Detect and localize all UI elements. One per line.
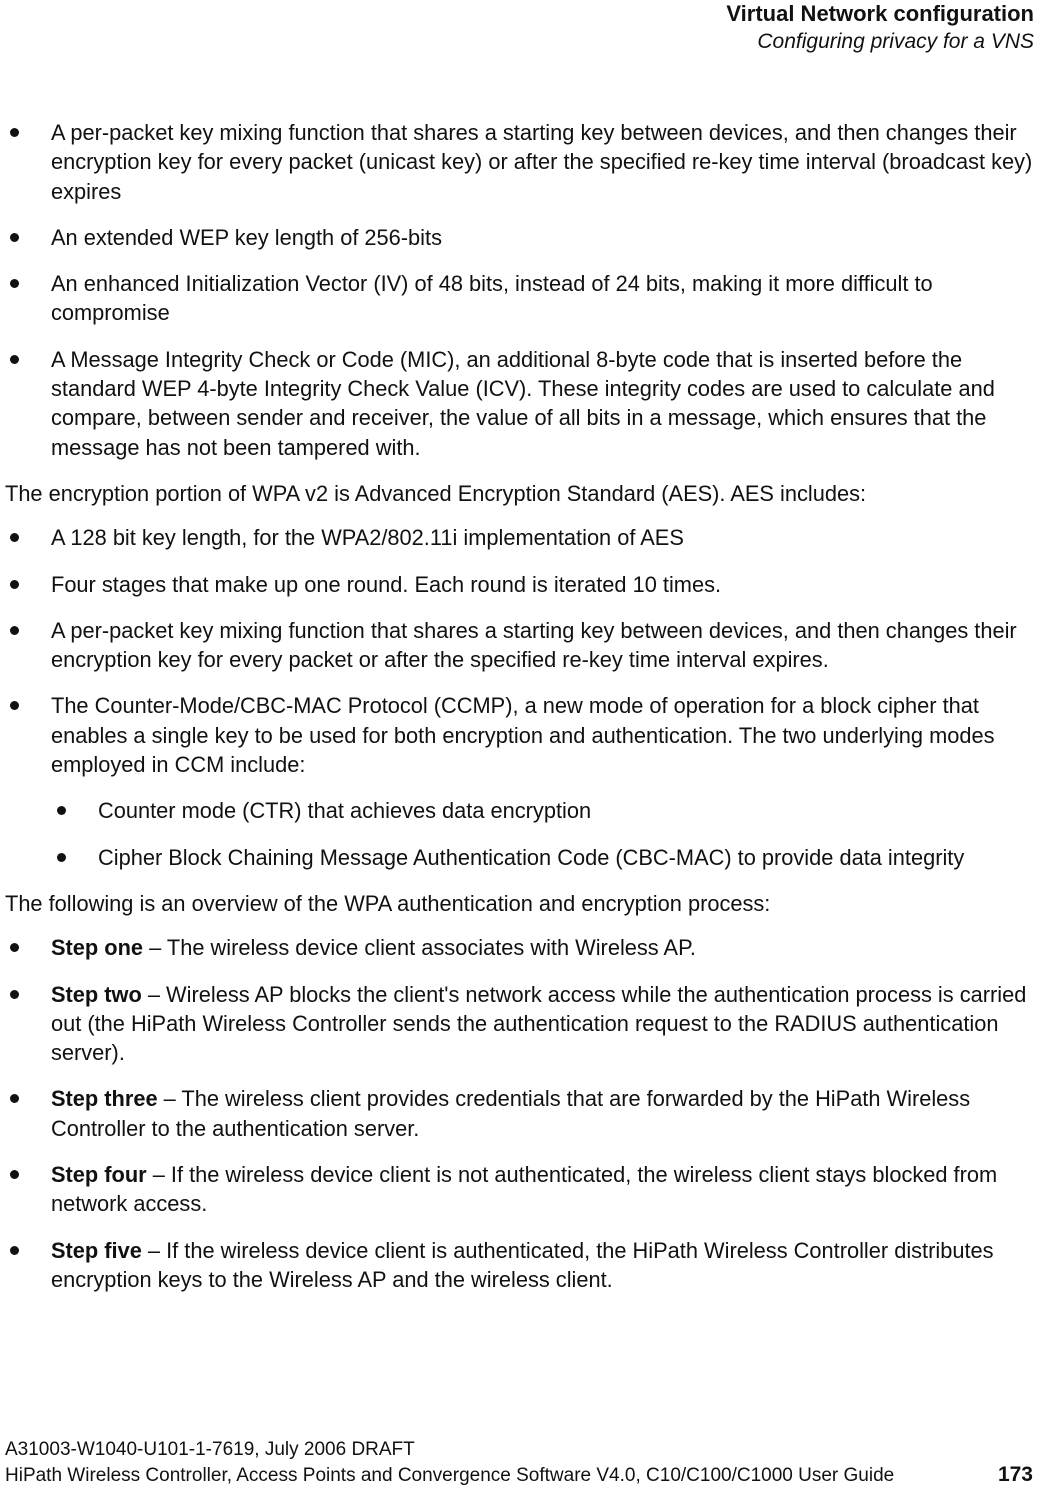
doc-id: A31003-W1040-U101-1-7619, July 2006 DRAFT xyxy=(5,1439,415,1460)
aes-bullet: A 128 bit key length, for the WPA2/802.11i implementation of AES xyxy=(5,523,1033,552)
page-header xyxy=(726,0,1034,57)
step-text: – The wireless client provides credentials that are forwarded by the HiPath Wireless Controller to the authentication server. xyxy=(51,1086,971,1141)
tkip-bullet: A per-packet key mixing function that shares a starting key between devices, and then changes their encryption key for every packet (unicast key) or after the specified re-key time interval (broadcast key) expires xyxy=(5,118,1033,206)
aes-bullet: Four stages that make up one round. Each round is iterated 10 times. xyxy=(5,570,1033,599)
step-bullet xyxy=(5,1084,1033,1143)
process-intro-paragraph: The following is an overview of the WPA authentication and encryption process: xyxy=(5,890,771,916)
chapter-title: Virtual Network configuration xyxy=(726,1,1034,26)
aes-bullet: A per-packet key mixing function that shares a starting key between devices, and then changes their encryption key for every packet or after the specified re-key time interval expires. xyxy=(5,616,1033,675)
step-bullet xyxy=(5,980,1033,1068)
step-bullet xyxy=(5,1160,1033,1219)
step-label: Step two xyxy=(51,981,142,1007)
aes-intro-paragraph: The encryption portion of WPA v2 is Advanced Encryption Standard (AES). AES includes: xyxy=(5,480,867,506)
step-bullet xyxy=(5,1236,1033,1295)
step-label: Step three xyxy=(51,1086,158,1112)
product-name: HiPath Wireless Controller, Access Points and Convergence Software V4.0, C10/C100/C1000 User Guide xyxy=(5,1465,895,1486)
aes-bullet: The Counter-Mode/CBC-MAC Protocol (CCMP), a new mode of operation for a block cipher that enables a single key to be used for both encryption and authentication. The two underlying modes employed in CCM include: xyxy=(5,691,1033,779)
step-text: – If the wireless device client is authenticated, the HiPath Wireless Controller distributes encryption keys to the Wireless AP and the wireless client. xyxy=(51,1237,994,1292)
page-number: 173 xyxy=(997,1463,1033,1486)
section-title: Configuring privacy for a VNS xyxy=(757,30,1034,53)
ccm-sub-bullet: Cipher Block Chaining Message Authentication Code (CBC-MAC) to provide data integrity xyxy=(5,843,1033,872)
step-bullet xyxy=(5,933,1033,962)
step-text: – If the wireless device client is not authenticated, the wireless client stays blocked from network access. xyxy=(51,1162,998,1217)
page-footer xyxy=(5,1437,1033,1488)
step-label: Step one xyxy=(51,935,144,961)
tkip-bullet: An enhanced Initialization Vector (IV) of 48 bits, instead of 24 bits, making it more difficult to compromise xyxy=(5,269,1033,328)
tkip-bullet: A Message Integrity Check or Code (MIC), an additional 8-byte code that is inserted before the standard WEP 4-byte Integrity Check Value (ICV). These integrity codes are used to calculate and compare, between sender and receiver, the value of all bits in a message, which ensures that the message has not been tampered with. xyxy=(5,345,1033,462)
page-body xyxy=(5,118,1033,1311)
step-label: Step five xyxy=(51,1237,142,1263)
step-label: Step four xyxy=(51,1162,147,1188)
ccm-sub-bullet: Counter mode (CTR) that achieves data encryption xyxy=(5,796,1033,825)
step-text: – Wireless AP blocks the client's network access while the authentication process is carried out (the HiPath Wireless Controller sends the authentication request to the RADIUS authentication server). xyxy=(51,981,1027,1066)
step-text: – The wireless device client associates with Wireless AP. xyxy=(143,935,696,961)
tkip-bullet: An extended WEP key length of 256-bits xyxy=(5,223,1033,252)
